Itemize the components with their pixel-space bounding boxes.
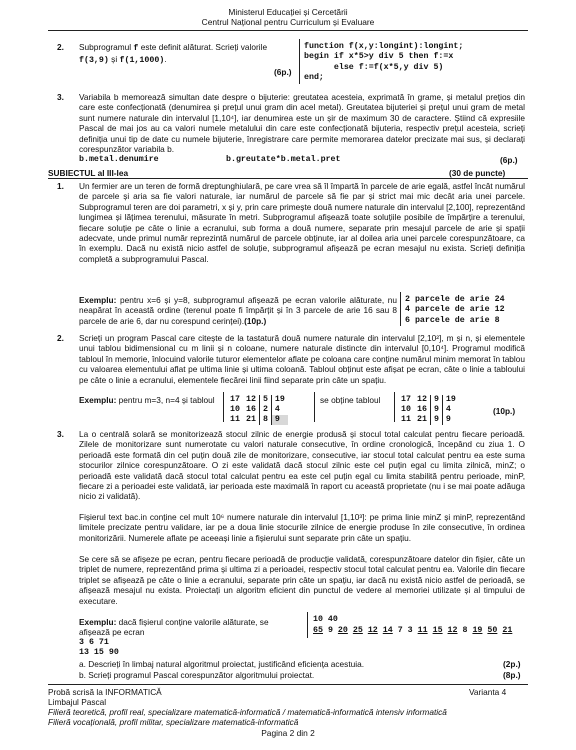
s3q3-output: 3 6 71 13 15 90 xyxy=(79,638,119,658)
s3q2-example-a: Exemplu: pentru m=3, n=4 și tabloul xyxy=(79,395,215,405)
s3q1-statement: Un fermier are un teren de formă dreptunghiulară, pe care vrea să îl împartă în parcele de arie egală, astfel încât numărul de parcele și aria sa fie valori naturale, iar numărul de parcele să fie par și strict mai mic decât aria unei parcele. Subprogramul teren are doi parametri, x și y, prin care primește două numere naturale din intervalul [2,100], reprezentând lungimea și lățimea terenului, măsurate în metri. Subprogramul afișează toate soluțiile posibile de împărțire a terenului, fiecare soluție pe câte o linie a ecranului, sub forma a două numere, separate prin mesajul parcele de arie și spații adecvate, unde primul număr reprezintă numărul de parcele obținute, iar al doilea aria unei parcele corespunzătoare, ca în exemplu. Dacă nu există nicio astfel de soluție, subprogramul afișează pe ecran mesajul nu exista. Scrieți definiția completă a subprogramului Pascal. xyxy=(79,181,525,264)
s3q2-statement: Scrieți un program Pascal care citește de la tastatură două numere naturale din intervalul [2,10²], m și n, și elementele unui tablou bidimensional cu m linii și n coloane, numere naturale distincte din intervalul [0,10⁴]. Programul modifică tabloul în memorie, înlocuind valorile tuturor elementelor aflate pe coloana care conține numărul minim memorat în tablou cu valoarea elementului aflat pe ultima linie și ultima coloană. Tabloul obținut este afișat pe ecran, câte o linie a tabloului pe câte o linie a ecranului, elementele fiecărei linii fiind separate prin câte un spațiu. xyxy=(79,333,525,385)
header-ministry: Ministerul Educației și Cercetării xyxy=(228,7,348,17)
q3-number: 3. xyxy=(57,92,64,102)
q2-code-border xyxy=(299,39,300,84)
s3q3-sub-a-points: (2p.) xyxy=(503,659,521,669)
s3q2-example-b: se obține tabloul xyxy=(320,395,381,405)
s3q3-sub-b: b. Scrieți programul Pascal corespunzător algoritmului proiectat. xyxy=(79,670,315,680)
header-divider xyxy=(48,30,528,31)
footer-variant: Varianta 4 xyxy=(469,687,507,697)
s3q3-statement-1: La o centrală solară se monitorizează stocul zilnic de energie produsă și stocul total calculat pentru fiecare perioadă. Zilele de monitorizare sunt numerotate cu valori naturale consecutive, în ordine cronologică, începând cu ziua 1. O perioadă este formată din cel puțin două zile de monitorizare, consecutive, iar stocul total calculat pentru ea este suma stocurilor zilnice corespunzătoare. O zi este validată dacă stocul zilnic este cel puțin egal cu limita zilnică, minZ; o perioadă este validată dacă stocul total calculat pentru ea este cel puțin egal cu limita stabilită pentru perioade, minP, fiecare zi a perioadei este validată, iar perioada este maximală în raport cu această proprietate (nu i se mai poate adăuga nicio zi validată). xyxy=(79,429,525,502)
s3q2-matrix-in: 17 12 5 19 10 16 2 4 11 21 8 9 xyxy=(227,395,288,425)
footer-track-2: Filieră vocațională, profil militar, specializare matematică-informatică xyxy=(48,717,299,727)
s3q3-file-line2: 65 9 20 25 12 14 7 3 11 15 12 8 19 50 21 xyxy=(313,626,513,635)
s3q3-sub-a: a. Descrieți în limbaj natural algoritmul proiectat, justificând eficiența acestuia. xyxy=(79,659,364,669)
footer-exam: Probă scrisă la INFORMATICĂ xyxy=(48,687,162,697)
q2-points: (6p.) xyxy=(274,67,292,77)
q3-expr1: b.metal.denumire xyxy=(79,155,159,164)
header-center: Centrul Național pentru Curriculum și Evaluare xyxy=(201,17,375,27)
s3q3-sub-b-points: (8p.) xyxy=(503,670,521,680)
q2-number: 2. xyxy=(57,42,64,52)
section-points: (30 de puncte) xyxy=(449,168,506,178)
footer-page-number: Pagina 2 din 2 xyxy=(261,728,315,738)
s3q3-file-border xyxy=(307,612,308,638)
s3q3-statement-3: Se cere să se afișeze pe ecran, pentru fiecare perioadă de producție validată, corespunzătoare datelor din fișier, câte un triplet de numere, reprezentând prima și ultima zi a perioadei, respectiv stocul total calculat pentru ea. Valorile din fiecare triplet se afișează pe câte o linie a ecranului, separate prin câte un spațiu, iar dacă nu există nicio astfel de perioadă, se afișează mesajul nu exista. Proiectați un algoritm eficient din punctul de vedere al memoriei utilizate și al timpului de executare. xyxy=(79,554,525,606)
s3q2-matrix-out-border xyxy=(394,392,395,422)
section-title: SUBIECTUL al III-lea xyxy=(48,168,129,178)
q3-expr2: b.greutate*b.metal.pret xyxy=(226,155,341,164)
section-divider xyxy=(48,178,528,179)
s3q3-file-line1: 10 40 xyxy=(313,615,338,624)
s3q2-matrix-out: 17 12 9 19 10 16 9 4 11 21 9 9 xyxy=(401,395,456,424)
s3q3-statement-2: Fișierul text bac.in conține cel mult 10⁶ numere naturale din intervalul [1,10³]: pe prima linie minZ și minP, reprezentând limitele precizate pentru validare, iar pe a doua linie stocurile zilnice de energie produse în zile consecutive, în ordinea monitorizării. Numerele aflate pe aceeași linie a fișierului sunt separate prin câte un spațiu. xyxy=(79,512,525,543)
s3q1-number: 1. xyxy=(57,181,64,191)
s3q2-points: (10p.) xyxy=(493,406,516,416)
s3q2-number: 2. xyxy=(57,333,64,343)
s3q1-output-border xyxy=(400,292,401,326)
s3q3-number: 3. xyxy=(57,429,64,439)
q2-code: function f(x,y:longint):longint; begin if x*5>y div 5 then f:=x else f:=f(x*5,y div 5) end; xyxy=(304,42,464,83)
s3q1-example: Exemplu: pentru x=6 și y=8, subprogramul afișează pe ecran valorile alăturate, nu neapărat în această ordine (terenul poate fi împărțit și în 3 parcele de arie 16 sau 8 parcele de arie 6, dar nu corespund cerinței).(10p.) xyxy=(79,295,397,326)
q2-statement: Subprogramul f este definit alăturat. Scrieți valorile f(3,9) și f(1,1000). xyxy=(79,42,268,66)
s3q2-matrix-in-right-border xyxy=(314,392,315,422)
footer-divider xyxy=(48,684,528,685)
footer-language: Limbajul Pascal xyxy=(48,697,107,707)
s3q2-matrix-in-border xyxy=(223,392,224,422)
s3q1-output: 2 parcele de arie 24 4 parcele de arie 12 6 parcele de arie 8 xyxy=(405,295,505,325)
q3-points: (6p.) xyxy=(500,155,518,165)
q3-statement: Variabila b memorează simultan date despre o bijuterie: greutatea acesteia, exprimată în grame, și metalul prețios din care este confecționată (denumirea și prețul unui gram din acel metal). Greutatea bijuteriei și prețul unui gram de metal sunt numere naturale din intervalul [1,10⁴], iar denumirea este un șir de maximum 30 de caractere. Știind că expresiile Pascal de mai jos au ca valori numele metalului din care este confecționată bijuteria, respectiv prețul acesteia, scrieți definiția unui tip de date cu numele bijuterie, înregistrare care permite memorarea datelor precizate mai sus, și declarați corespunzător variabila b. xyxy=(79,92,525,155)
footer-track-1: Filieră teoretică, profil real, specializare matematică-informatică / matematică-informatică intensiv informatică xyxy=(48,707,447,717)
s3q3-example: Exemplu: dacă fișierul conține valorile alăturate, se afișează pe ecran xyxy=(79,617,269,638)
